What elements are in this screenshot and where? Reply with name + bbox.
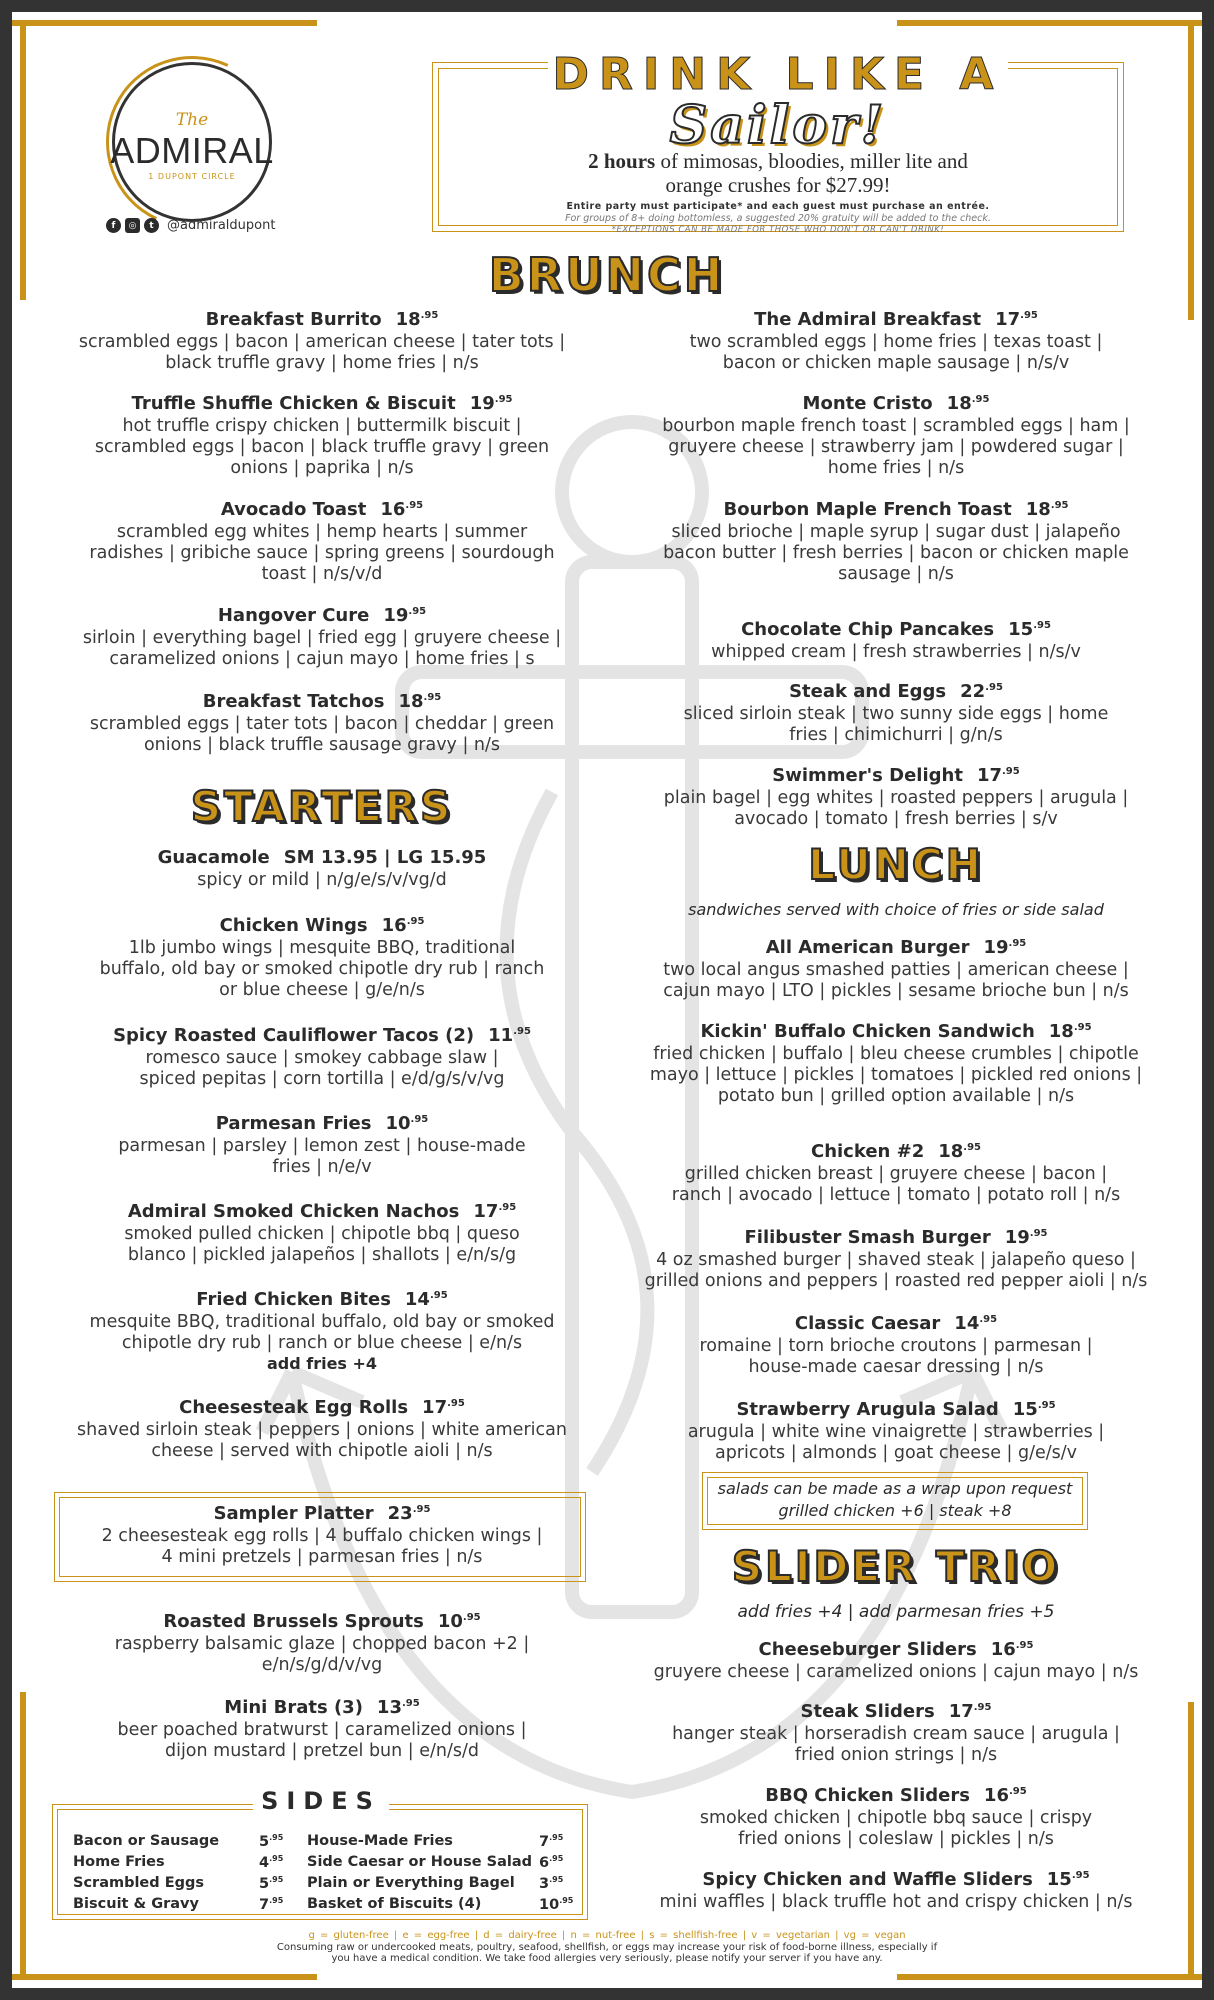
menu-item	[52, 1396, 592, 1462]
item-price: $18^{.95}$	[946, 393, 990, 414]
side-item-price: $4^{.95}$	[259, 1854, 284, 1871]
item-desc: raspberry balsamic glaze | chopped bacon +2 |	[114, 1634, 530, 1654]
item-price: $19^{.95}$	[383, 605, 427, 626]
side-item-name: Home Fries	[73, 1854, 165, 1870]
menu-item	[52, 1112, 592, 1178]
item-name: Steak and Eggs	[789, 681, 947, 702]
item-name: Admiral Smoked Chicken Nachos	[127, 1201, 460, 1222]
promo-fine-print-3: *EXCEPTIONS CAN BE MADE FOR THOSE WHO DON'T OR CAN'T DRINK!	[611, 225, 945, 235]
menu-item	[52, 308, 592, 374]
item-desc: hot truffle crispy chicken | buttermilk biscuit |	[122, 416, 522, 436]
item-desc: cheese | served with chipotle aioli | n/s	[151, 1441, 493, 1461]
item-desc: buffalo, old bay or smoked chipotle dry rub | ranch	[99, 959, 545, 979]
section-title-lunch: LUNCH	[808, 840, 984, 889]
item-price: $13^{.95}$	[376, 1697, 420, 1718]
frame-top-right-h	[897, 20, 1202, 26]
menu-item	[616, 1700, 1176, 1766]
lunch-column	[616, 936, 1176, 1476]
food-safety-disclaimer	[232, 1942, 982, 1964]
item-name: The Admiral Breakfast	[754, 309, 982, 330]
item-name: Spicy Chicken and Waffle Sliders	[702, 1869, 1033, 1890]
item-price: $17^{.95}$	[948, 1701, 992, 1722]
twitter-icon[interactable]: t	[144, 218, 159, 233]
facebook-icon[interactable]: f	[106, 218, 121, 233]
item-name: Guacamole	[157, 847, 270, 868]
item-desc: grilled chicken breast | gruyere cheese | bacon |	[684, 1164, 1108, 1184]
promo-fine-print-2: For groups of 8+ doing bottomless, a suggested 20% gratuity will be added to the check.	[565, 213, 991, 224]
menu-item	[616, 392, 1176, 479]
item-desc: scrambled eggs | tater tots | bacon | cheddar | green	[89, 714, 555, 734]
item-desc: apricots | almonds | goat cheese | g/e/s/v	[714, 1443, 1078, 1463]
item-desc: onions | black truffle sausage gravy | n/s	[143, 735, 501, 755]
item-name: Chocolate Chip Pancakes	[741, 619, 995, 640]
item-name: Spicy Roasted Cauliflower Tacos (2)	[113, 1025, 475, 1046]
item-price: $16^{.95}$	[983, 1785, 1027, 1806]
menu-item	[616, 1398, 1176, 1464]
item-price: $10^{.95}$	[385, 1113, 429, 1134]
item-desc: scrambled egg whites | hemp hearts | summer	[116, 522, 528, 542]
menu-item	[616, 308, 1176, 374]
item-desc: grilled onions and peppers | roasted red pepper aioli | n/s	[644, 1271, 1148, 1291]
frame-bottom-right-h	[897, 1974, 1202, 1980]
menu-item-sampler	[52, 1502, 592, 1568]
item-desc: shaved sirloin steak | peppers | onions | white american	[77, 1420, 567, 1440]
brunch-left-column	[52, 308, 592, 768]
item-price: $14^{.95}$	[954, 1313, 998, 1334]
item-name: Truffle Shuffle Chicken & Biscuit	[131, 393, 456, 414]
item-name: Chicken #2	[810, 1141, 925, 1162]
item-name: Strawberry Arugula Salad	[736, 1399, 999, 1420]
item-desc: sausage | n/s	[838, 564, 954, 584]
item-desc: smoked chicken | chipotle bbq sauce | crispy	[699, 1808, 1093, 1828]
menu-item	[52, 1288, 592, 1374]
item-price: $23^{.95}$	[387, 1503, 431, 1524]
item-desc: chipotle dry rub | ranch or blue cheese | e/n/s	[121, 1333, 523, 1353]
item-price: $17^{.95}$	[976, 765, 1020, 786]
item-desc: two scrambled eggs | home fries | texas toast |	[689, 332, 1103, 352]
menu-item	[52, 1200, 592, 1266]
menu-item	[52, 690, 592, 756]
menu-item	[52, 498, 592, 585]
slider-column	[616, 1638, 1176, 1938]
item-desc: fried onion strings | n/s	[794, 1745, 998, 1765]
menu-item	[52, 1696, 592, 1762]
item-price: $18^{.95}$	[938, 1141, 982, 1162]
item-name: Classic Caesar	[794, 1313, 941, 1334]
side-item-price: $5^{.95}$	[259, 1833, 284, 1850]
item-price: $17^{.95}$	[995, 309, 1038, 330]
item-desc: 4 oz smashed burger | shaved steak | jalapeño queso |	[656, 1250, 1136, 1270]
item-desc: 1lb jumbo wings | mesquite BBQ, traditional	[128, 938, 516, 958]
item-name: Monte Cristo	[802, 393, 933, 414]
menu-item	[52, 392, 592, 479]
item-desc: arugula | white wine vinaigrette | strawberries |	[687, 1422, 1105, 1442]
item-name: Kickin' Buffalo Chicken Sandwich	[700, 1021, 1035, 1042]
item-name: Sampler Platter	[213, 1503, 374, 1524]
item-name: Avocado Toast	[220, 499, 367, 520]
item-price: $15^{.95}$	[1046, 1869, 1090, 1890]
item-desc: bourbon maple french toast | scrambled eggs | ham |	[662, 416, 1130, 436]
item-price: $16^{.95}$	[990, 1639, 1034, 1660]
item-name: BBQ Chicken Sliders	[765, 1785, 970, 1806]
item-desc: e/n/s/g/d/v/vg	[261, 1655, 383, 1675]
promo-description	[433, 149, 1123, 197]
item-price: $17^{.95}$	[473, 1201, 517, 1222]
disclaimer-line-2: you have a medical condition. We take food allergies very seriously, please notify your server if you have any.	[331, 1953, 883, 1964]
item-name: Filibuster Smash Burger	[744, 1227, 991, 1248]
item-desc: 2 cheesesteak egg rolls | 4 buffalo chicken wings |	[101, 1526, 543, 1546]
item-desc: avocado | tomato | fresh berries | s/v	[734, 809, 1058, 829]
slider-subtitle: add fries +4 | add parmesan fries +5	[737, 1602, 1055, 1622]
section-title-slider-trio: SLIDER TRIO	[731, 1542, 1061, 1591]
item-desc: beer poached bratwurst | caramelized onions |	[117, 1720, 527, 1740]
item-price: $18^{.95}$	[1048, 1021, 1092, 1042]
menu-item	[616, 1226, 1176, 1292]
item-desc: mini waffles | black truffle hot and crispy chicken | n/s	[659, 1892, 1133, 1912]
item-desc: fried chicken | buffalo | bleu cheese crumbles | chipotle	[653, 1044, 1139, 1064]
dietary-legend: g = gluten-free | e = egg-free | d = dairy-free | n = nut-free | s = shellfish-free | v = vegetarian | vg = vegan	[308, 1930, 906, 1941]
section-title-starters: STARTERS	[190, 782, 454, 831]
item-desc: toast | n/s/v/d	[261, 564, 383, 584]
item-name: Roasted Brussels Sprouts	[163, 1611, 424, 1632]
item-desc: plain bagel | egg whites | roasted peppers | arugula |	[663, 788, 1129, 808]
menu-item	[616, 1868, 1176, 1913]
item-desc: fries | n/e/v	[272, 1157, 372, 1177]
disclaimer-line-1: Consuming raw or undercooked meats, poultry, seafood, shellfish, or eggs may increase your risk of food-borne illness, especially if	[276, 1942, 938, 1953]
salad-note-line-2: grilled chicken +6 | steak +8	[778, 1501, 1012, 1520]
item-price: $18^{.95}$	[398, 691, 442, 712]
item-name: Hangover Cure	[217, 605, 370, 626]
menu-item	[616, 1020, 1176, 1107]
brunch-right-column	[616, 308, 1176, 828]
item-desc: mayo | lettuce | pickles | tomatoes | pickled red onions |	[649, 1065, 1143, 1085]
menu-item	[616, 1312, 1176, 1378]
item-desc: sliced brioche | maple syrup | sugar dust | jalapeño	[671, 522, 1121, 542]
item-desc: caramelized onions | cajun mayo | home fries | s	[109, 649, 535, 669]
item-price: $10^{.95}$	[437, 1611, 481, 1632]
item-desc: romaine | torn brioche croutons | parmesan |	[699, 1336, 1093, 1356]
item-price: $14^{.95}$	[404, 1289, 448, 1310]
item-price: $22^{.95}$	[960, 681, 1003, 702]
item-desc: blanco | pickled jalapeños | shallots | e/n/s/g	[127, 1245, 517, 1265]
instagram-icon[interactable]: ◎	[125, 218, 140, 233]
menu-item	[616, 618, 1176, 663]
menu-item	[616, 680, 1176, 746]
item-name: Steak Sliders	[800, 1701, 935, 1722]
promo-title: DRINK LIKE A	[548, 49, 1008, 100]
item-desc: onions | paprika | n/s	[230, 458, 414, 478]
social-handle: @admiraldupont	[167, 218, 276, 233]
item-desc: scrambled eggs | bacon | american cheese | tater tots |	[78, 332, 566, 352]
item-desc: two local angus smashed patties | american cheese |	[663, 960, 1129, 980]
item-desc: hanger steak | horseradish cream sauce | arugula |	[672, 1724, 1120, 1744]
logo-subtitle: 1 DUPONT CIRCLE	[148, 172, 236, 181]
item-desc: bacon butter | fresh berries | bacon or chicken maple	[663, 543, 1129, 563]
item-desc: scrambled eggs | bacon | black truffle gravy | green	[94, 437, 550, 457]
side-item-name: Bacon or Sausage	[73, 1833, 220, 1849]
starters-column	[52, 846, 592, 1786]
item-desc: ranch | avocado | lettuce | tomato | potato roll | n/s	[671, 1185, 1121, 1205]
menu-item	[52, 1610, 592, 1676]
frame-top-left-h	[12, 20, 317, 26]
side-item-price: $3^{.95}$	[539, 1875, 564, 1892]
item-price: SM 13.95 | LG 15.95	[283, 847, 487, 868]
side-item-name: Side Caesar or House Salad	[307, 1854, 533, 1870]
item-price: $15^{.95}$	[1008, 619, 1051, 640]
item-name: Chicken Wings	[219, 915, 368, 936]
side-item-name: House-Made Fries	[307, 1833, 453, 1849]
item-price: $17^{.95}$	[422, 1397, 465, 1418]
side-item-name: Biscuit & Gravy	[73, 1896, 199, 1912]
lunch-subtitle: sandwiches served with choice of fries or side salad	[688, 900, 1104, 919]
item-desc: dijon mustard | pretzel bun | e/n/s/d	[164, 1741, 480, 1761]
menu-item	[52, 914, 592, 1001]
item-price: $19^{.95}$	[1004, 1227, 1048, 1248]
menu-item	[52, 846, 592, 891]
menu-item	[616, 1638, 1176, 1683]
item-price: $11^{.95}$	[488, 1025, 531, 1046]
item-price: $16^{.95}$	[380, 499, 424, 520]
logo-name-text: ADMIRAL	[110, 130, 274, 171]
side-item-price: $7^{.95}$	[539, 1833, 564, 1850]
item-name: Breakfast Burrito	[205, 309, 382, 330]
item-desc: sirloin | everything bagel | fried egg | gruyere cheese |	[82, 628, 562, 648]
promo-line-1: of mimosas, bloodies, miller lite and	[655, 149, 968, 173]
menu-item	[616, 498, 1176, 585]
menu-item	[616, 936, 1176, 1002]
item-name: Swimmer's Delight	[772, 765, 963, 786]
item-desc: black truffle gravy | home fries | n/s	[165, 353, 479, 373]
menu-item	[616, 764, 1176, 830]
bottomless-promo-box	[432, 49, 1124, 235]
side-item-price: $6^{.95}$	[539, 1854, 564, 1871]
promo-hours: 2 hours	[588, 149, 656, 173]
promo-line-2: orange crushes for $27.99!	[665, 173, 891, 197]
item-desc: or blue cheese | g/e/n/s	[219, 980, 425, 1000]
promo-fine-print-1: Entire party must participate* and each guest must purchase an entrée.	[566, 201, 990, 212]
item-desc: spiced pepitas | corn tortilla | e/d/g/s/v/vg	[139, 1069, 505, 1089]
promo-sailor-script: Sailor!	[669, 95, 887, 156]
item-desc: gruyere cheese | caramelized onions | cajun mayo | n/s	[653, 1662, 1139, 1682]
item-addon: add fries +4	[266, 1354, 378, 1373]
item-price: $19^{.95}$	[469, 393, 513, 414]
item-desc: gruyere cheese | strawberry jam | powdered sugar |	[668, 437, 1124, 457]
item-price: $16^{.95}$	[381, 915, 425, 936]
item-name: Parmesan Fries	[215, 1113, 372, 1134]
logo-the-text: The	[175, 110, 209, 130]
item-desc: radishes | gribiche sauce | spring greens | sourdough	[89, 543, 555, 563]
item-desc: romesco sauce | smokey cabbage slaw |	[145, 1048, 499, 1068]
menu-item	[52, 604, 592, 670]
section-title-brunch: BRUNCH	[488, 248, 726, 302]
item-desc: parmesan | parsley | lemon zest | house-made	[118, 1136, 526, 1156]
item-desc: sliced sirloin steak | two sunny side eggs | home	[683, 704, 1109, 724]
item-desc: fries | chimichurri | g/n/s	[789, 725, 1003, 745]
item-desc: whipped cream | fresh strawberries | n/s/v	[711, 642, 1081, 662]
side-item-name: Basket of Biscuits (4)	[307, 1896, 482, 1912]
item-price: $18^{.95}$	[1025, 499, 1069, 520]
item-desc: house-made caesar dressing | n/s	[748, 1357, 1044, 1377]
item-name: All American Burger	[765, 937, 970, 958]
item-desc: mesquite BBQ, traditional buffalo, old bay or smoked	[89, 1312, 555, 1332]
side-item-price: $5^{.95}$	[259, 1875, 284, 1892]
item-desc: bacon or chicken maple sausage | n/s/v	[722, 353, 1070, 373]
item-name: Fried Chicken Bites	[196, 1289, 391, 1310]
menu-page	[12, 12, 1202, 1988]
item-desc: cajun mayo | LTO | pickles | sesame brioche bun | n/s	[663, 981, 1129, 1001]
item-desc: 4 mini pretzels | parmesan fries | n/s	[161, 1547, 483, 1567]
sides-title: SIDES	[253, 1787, 389, 1815]
item-desc: home fries | n/s	[827, 458, 965, 478]
item-name: Cheeseburger Sliders	[758, 1639, 977, 1660]
item-price: $15^{.95}$	[1012, 1399, 1056, 1420]
frame-bottom-left-h	[12, 1974, 317, 1980]
item-desc: spicy or mild | n/g/e/s/v/vg/d	[197, 870, 447, 890]
item-price: $19^{.95}$	[983, 937, 1027, 958]
item-name: Cheesesteak Egg Rolls	[179, 1397, 409, 1418]
sides-box	[52, 1787, 588, 1920]
item-name: Mini Brats (3)	[224, 1697, 363, 1718]
admiral-logo	[102, 62, 282, 242]
menu-item	[52, 1024, 592, 1090]
side-item-price: $7^{.95}$	[259, 1896, 284, 1913]
item-price: $18^{.95}$	[395, 309, 439, 330]
menu-item	[616, 1140, 1176, 1206]
menu-item	[616, 1784, 1176, 1850]
side-item-name: Scrambled Eggs	[73, 1875, 204, 1891]
salad-note-line-1: salads can be made as a wrap upon request	[717, 1479, 1073, 1498]
item-desc: fried onions | coleslaw | pickles | n/s	[738, 1829, 1054, 1849]
side-item-price: $10^{.95}$	[539, 1896, 574, 1913]
item-desc: smoked pulled chicken | chipotle bbq | queso	[124, 1224, 520, 1244]
item-name: Breakfast Tatchos	[202, 691, 385, 712]
salad-wrap-note	[702, 1472, 1088, 1530]
item-desc: potato bun | grilled option available | n/s	[717, 1086, 1075, 1106]
social-links	[106, 218, 275, 233]
side-item-name: Plain or Everything Bagel	[307, 1875, 515, 1891]
item-name: Bourbon Maple French Toast	[723, 499, 1012, 520]
